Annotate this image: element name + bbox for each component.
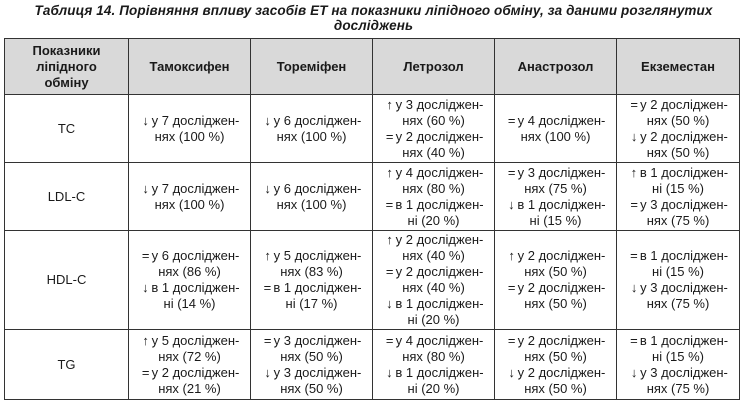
cell-entry-text: у 2 дослiджен-: [640, 128, 728, 144]
cell-entry-text: у 3 дослiджен-: [517, 164, 606, 180]
table-row: [5, 330, 740, 400]
cell-entry-text: у 6 дослiджен-: [273, 112, 362, 128]
trend-arrow-icon: ↑: [386, 164, 393, 180]
cell-entry-detail: нях (75 %): [646, 296, 710, 311]
trend-arrow-icon: =: [385, 196, 394, 212]
cell-entry-detail: нi (14 %): [163, 296, 216, 311]
table-cell: [251, 231, 373, 330]
cell-entry-text: у 6 дослiджен-: [151, 248, 240, 263]
caption-line-2: досліджень: [333, 18, 414, 33]
cell-entry-detail: нях (50 %): [524, 348, 587, 364]
cell-entry-line: [495, 197, 616, 213]
cell-entry-text: в 1 дослiджен-: [395, 296, 484, 311]
table-cell: [495, 95, 617, 163]
cell-entry-detail: нях (83 %): [280, 264, 343, 279]
cell-entry-text: у 2 дослiджен-: [151, 364, 240, 380]
cell-entry-detail: нi (15 %): [652, 264, 704, 279]
cell-entry-text: у 2 дослiджен-: [517, 332, 606, 348]
trend-arrow-icon: ↓: [508, 196, 515, 212]
cell-entry-line: [495, 365, 616, 381]
cell-entry-detail: нi (20 %): [407, 380, 460, 396]
cell-entry-line: [617, 165, 739, 181]
cell-entry-line: [617, 365, 739, 381]
trend-arrow-icon: =: [630, 332, 638, 348]
trend-arrow-icon: =: [141, 364, 150, 380]
trend-arrow-icon: =: [263, 280, 272, 295]
trend-arrow-icon: =: [507, 280, 516, 295]
trend-arrow-icon: =: [507, 164, 516, 180]
trend-arrow-icon: ↓: [142, 180, 149, 196]
cell-entry-detail: нях (72 %): [158, 348, 221, 364]
column-header-anastrozole: Анастрозол: [495, 39, 617, 95]
cell-entry-text: у 2 дослiджен-: [640, 96, 728, 112]
table-cell: [495, 330, 617, 400]
cell-entry-line: [251, 181, 372, 197]
cell-entry-line: [495, 113, 616, 129]
cell-entry-text: в 1 дослiджен-: [517, 196, 606, 212]
cell-entry-detail: нях (60 %): [402, 112, 465, 128]
trend-arrow-icon: ↓: [630, 364, 638, 380]
cell-entry-line: [251, 333, 372, 349]
trend-arrow-icon: =: [630, 248, 638, 263]
cell-entry-line: [617, 129, 739, 145]
trend-arrow-icon: ↑: [142, 332, 149, 348]
cell-entry-detail: нях (100 %): [276, 128, 347, 144]
cell-entry-text: у 3 дослiджен-: [640, 364, 728, 380]
cell-entry-line: [495, 333, 616, 349]
cell-entry-detail: нях (100 %): [520, 128, 591, 144]
table-cell: [617, 231, 740, 330]
table-cell: [251, 163, 373, 231]
trend-arrow-icon: =: [385, 264, 394, 279]
cell-entry-detail: нях (21 %): [158, 380, 221, 396]
cell-entry-detail: нях (80 %): [402, 180, 465, 196]
cell-entry-text: в 1 дослiджен-: [639, 164, 729, 180]
cell-entry-line: [373, 333, 494, 349]
caption-line-1: Таблиця 14. Порівняння впливу засобів ЕТ на показники ліпідного обміну, за даними розглянутих: [34, 3, 713, 18]
cell-entry-detail: нях (40 %): [402, 144, 465, 160]
cell-entry-line: [129, 113, 250, 129]
cell-entry-detail: нях (50 %): [524, 264, 587, 279]
cell-entry-detail: нях (100 %): [276, 196, 347, 212]
cell-entry-line: [617, 280, 739, 296]
corner-header-line: ліпідного: [36, 58, 97, 74]
table-cell: [373, 330, 495, 400]
trend-arrow-icon: ↓: [386, 296, 393, 311]
table-row: [5, 163, 740, 231]
column-header-letrozole: Летрозол: [373, 39, 495, 95]
lipid-comparison-table: [4, 38, 740, 400]
corner-header-line: обміну: [44, 74, 89, 90]
trend-arrow-icon: =: [507, 332, 516, 348]
table-cell: [373, 231, 495, 330]
cell-entry-detail: ні (20 %): [407, 212, 460, 228]
cell-entry-detail: нях (50 %): [524, 380, 587, 396]
cell-entry-text: у 4 дослiджен-: [395, 164, 484, 180]
cell-entry-text: в 1 дослiджен-: [273, 280, 362, 295]
cell-entry-text: у 2 дослiджен-: [395, 264, 484, 279]
table-cell: [251, 95, 373, 163]
cell-entry-text: у 3 дослiджен-: [395, 96, 484, 112]
cell-entry-text: у 2 дослiджен-: [517, 248, 606, 263]
trend-arrow-icon: =: [385, 128, 394, 144]
cell-entry-detail: нях (50 %): [524, 296, 587, 311]
cell-entry-line: [129, 280, 250, 296]
cell-entry-line: [373, 97, 494, 113]
cell-entry-line: [129, 365, 250, 381]
cell-entry-detail: нях (50 %): [646, 144, 710, 160]
cell-entry-line: [617, 333, 739, 349]
trend-arrow-icon: ↑: [630, 164, 638, 180]
column-header-tamoxifen: Тамоксифен: [129, 39, 251, 95]
cell-entry-text: у 3 дослiджен-: [640, 280, 728, 295]
cell-entry-line: [251, 248, 372, 264]
table-cell: [129, 330, 251, 400]
cell-entry-line: [495, 248, 616, 264]
table-cell: [617, 163, 740, 231]
cell-entry-line: [251, 113, 372, 129]
cell-entry-line: [129, 181, 250, 197]
cell-entry-text: у 4 дослiджен-: [395, 332, 484, 348]
cell-entry-text: у 4 дослiджен-: [517, 112, 606, 128]
row-header: ТС: [5, 95, 129, 163]
cell-entry-text: у 5 дослiджен-: [273, 248, 362, 263]
cell-entry-detail: нi (17 %): [285, 296, 338, 311]
column-header-toremifene: Тореміфен: [251, 39, 373, 95]
cell-entry-line: [373, 232, 494, 248]
cell-entry-line: [617, 248, 739, 264]
cell-entry-line: [251, 365, 372, 381]
table-caption: [0, 3, 747, 33]
cell-entry-line: [129, 248, 250, 264]
cell-entry-detail: нях (100 %): [154, 128, 225, 144]
trend-arrow-icon: ↓: [142, 112, 149, 128]
cell-entry-line: [373, 197, 494, 213]
column-header-exemestane: Екземестан: [617, 39, 740, 95]
cell-entry-text: у 3 дослiджен-: [640, 196, 728, 212]
cell-entry-text: у 2 дослiджен-: [517, 364, 606, 380]
table-cell: [617, 330, 740, 400]
trend-arrow-icon: ↓: [630, 280, 638, 295]
cell-entry-line: [129, 333, 250, 349]
cell-entry-text: у 7 дослiджен-: [151, 112, 240, 128]
cell-entry-detail: нях (75 %): [524, 180, 587, 196]
cell-entry-detail: нях (75 %): [646, 380, 710, 396]
trend-arrow-icon: =: [630, 96, 638, 112]
table-cell: [373, 95, 495, 163]
cell-entry-text: в 1 дослiджен-: [395, 364, 484, 380]
cell-entry-text: в 1 дослiджен-: [151, 280, 240, 295]
trend-arrow-icon: =: [385, 332, 394, 348]
trend-arrow-icon: ↑: [508, 248, 515, 263]
trend-arrow-icon: ↓: [386, 364, 393, 380]
cell-entry-text: у 2 дослiджен-: [395, 232, 484, 247]
table-cell: [129, 231, 251, 330]
cell-entry-text: у 3 дослiджен-: [273, 364, 362, 380]
table-cell: [495, 163, 617, 231]
cell-entry-text: в 1 дослiджен-: [395, 196, 484, 212]
cell-entry-line: [373, 165, 494, 181]
cell-entry-detail: нях (100 %): [154, 196, 225, 212]
table-cell: [251, 330, 373, 400]
cell-entry-detail: нях (50 %): [646, 112, 710, 128]
table-row: [5, 231, 740, 330]
trend-arrow-icon: ↓: [264, 180, 271, 196]
cell-entry-detail: ні (15 %): [529, 212, 582, 228]
cell-entry-text: в 1 дослiджен-: [639, 248, 729, 263]
cell-entry-line: [373, 129, 494, 145]
header-row: [5, 39, 740, 95]
table-row: [5, 95, 740, 163]
trend-arrow-icon: ↓: [142, 280, 149, 295]
cell-entry-detail: нях (80 %): [402, 348, 465, 364]
cell-entry-detail: нi (20 %): [407, 312, 460, 327]
table-cell: [373, 163, 495, 231]
cell-entry-line: [617, 97, 739, 113]
table-cell: [129, 95, 251, 163]
trend-arrow-icon: ↑: [386, 232, 393, 247]
cell-entry-detail: нях (75 %): [646, 212, 710, 228]
corner-header-line: Показники: [32, 42, 101, 58]
cell-entry-detail: нях (86 %): [158, 264, 221, 279]
cell-entry-detail: нях (40 %): [402, 280, 465, 295]
cell-entry-detail: нi (15 %): [652, 348, 704, 364]
cell-entry-text: у 5 дослiджен-: [151, 332, 240, 348]
cell-entry-detail: нях (40 %): [402, 248, 465, 263]
cell-entry-text: у 2 дослiджен-: [395, 128, 484, 144]
cell-entry-text: у 7 дослiджен-: [151, 180, 240, 196]
row-header: LDL-C: [5, 163, 129, 231]
trend-arrow-icon: ↓: [264, 364, 271, 380]
trend-arrow-icon: ↑: [386, 96, 393, 112]
cell-entry-line: [617, 197, 739, 213]
row-header: TG: [5, 330, 129, 400]
table-cell: [617, 95, 740, 163]
cell-entry-line: [373, 365, 494, 381]
cell-entry-line: [495, 280, 616, 296]
corner-header: [5, 39, 129, 95]
trend-arrow-icon: ↓: [630, 128, 638, 144]
cell-entry-detail: нях (50 %): [280, 380, 343, 396]
trend-arrow-icon: =: [507, 112, 516, 128]
cell-entry-text: у 2 дослiджен-: [517, 280, 606, 295]
cell-entry-line: [251, 280, 372, 296]
trend-arrow-icon: ↑: [264, 248, 271, 263]
table-body: [5, 95, 740, 400]
trend-arrow-icon: =: [630, 196, 638, 212]
trend-arrow-icon: =: [263, 332, 272, 348]
cell-entry-text: в 1 дослiджен-: [639, 332, 729, 348]
cell-entry-detail: ні (15 %): [652, 180, 704, 196]
table-cell: [495, 231, 617, 330]
cell-entry-line: [373, 264, 494, 280]
cell-entry-line: [373, 296, 494, 312]
trend-arrow-icon: ↓: [264, 112, 271, 128]
table-cell: [129, 163, 251, 231]
cell-entry-line: [495, 165, 616, 181]
cell-entry-text: у 3 дослiджен-: [273, 332, 362, 348]
row-header: HDL-C: [5, 231, 129, 330]
cell-entry-text: у 6 дослiджен-: [273, 180, 362, 196]
cell-entry-detail: нях (50 %): [280, 348, 343, 364]
trend-arrow-icon: ↓: [508, 364, 515, 380]
trend-arrow-icon: =: [141, 248, 150, 263]
